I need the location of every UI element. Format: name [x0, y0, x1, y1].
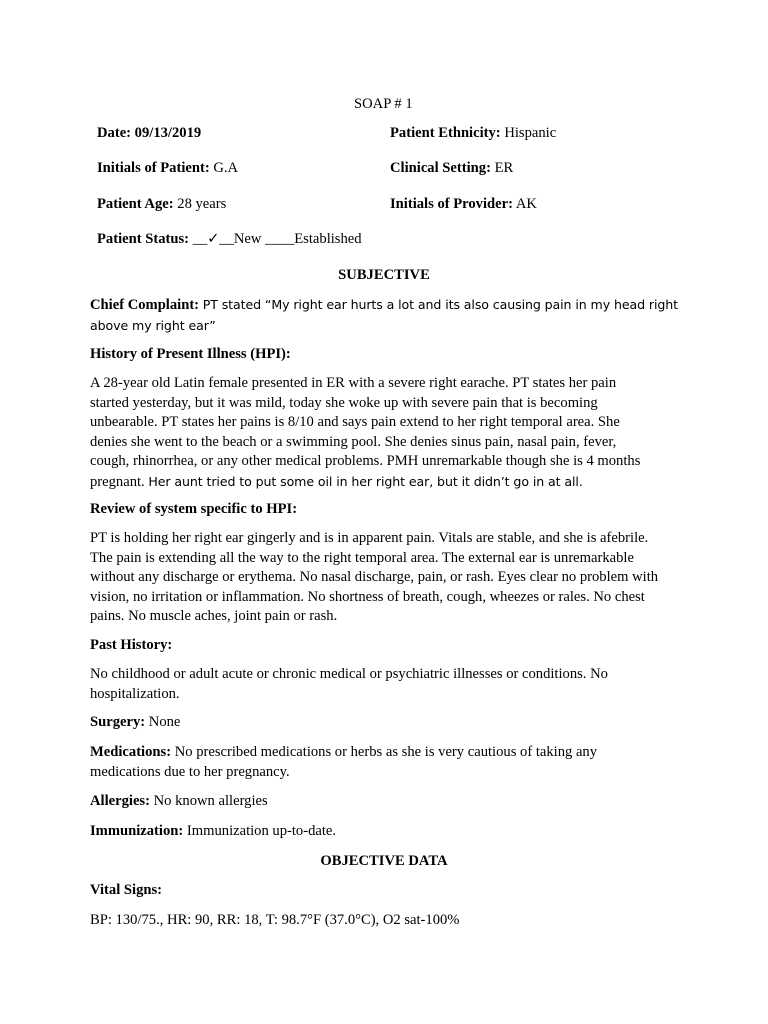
- allergies-label: Allergies:: [90, 793, 150, 809]
- hpi-line: unbearable. PT states her pains is 8/10 and says pain extend to her right temporal area. She: [90, 414, 620, 430]
- hpi-paragraph: [90, 374, 690, 492]
- chief-complaint-text: PT stated “My right ear hurts a lot and its also causing pain in my head right: [202, 297, 678, 312]
- surgery-label: Surgery:: [90, 714, 146, 730]
- past-history-heading-text: Past History:: [90, 637, 173, 653]
- patient-age-label: Patient Age:: [97, 196, 174, 212]
- hpi-heading-text: History of Present Illness (HPI):: [90, 346, 291, 362]
- patient-status-label: Patient Status:: [97, 231, 190, 247]
- ros-line: without any discharge or erythema. No nasal discharge, pain, or rash. Eyes clear no problem with: [90, 569, 659, 585]
- hpi-line: cough, rhinorrhea, or any other medical problems. PMH unremarkable though she is 4 months: [90, 453, 641, 469]
- immunization: [90, 822, 336, 842]
- past-history-heading: [90, 636, 172, 656]
- vital-signs-values: BP: 130/75., HR: 90, RR: 18, T: 98.7°F (37.0°C), O2 sat-100%: [90, 912, 460, 928]
- hpi-last-a: pregnant.: [90, 473, 145, 490]
- chief-complaint-label: Chief Complaint:: [90, 297, 200, 313]
- immunization-value: Immunization up-to-date.: [186, 823, 337, 839]
- past-history-line: No childhood or adult acute or chronic medical or psychiatric illnesses or conditions. No: [90, 666, 608, 682]
- hpi-line: denies she went to the beach or a swimming pool. She denies sinus pain, nasal pain, fever,: [90, 433, 617, 450]
- immunization-label: Immunization:: [90, 823, 184, 839]
- vital-signs-heading: [90, 881, 162, 901]
- medications-value-cont: medications due to her pregnancy.: [90, 763, 290, 780]
- past-history-line: hospitalization.: [90, 685, 180, 702]
- date-label: Date: 09/13/2019: [97, 125, 202, 141]
- vital-signs-heading-text: Vital Signs:: [90, 882, 163, 898]
- medications: [90, 743, 690, 782]
- clinical-setting: [390, 159, 513, 179]
- visit-date: [97, 124, 201, 144]
- surgery-value: None: [148, 714, 181, 730]
- chief-complaint-text-cont: above my right ear”: [90, 317, 216, 333]
- hpi-line: started yesterday, but it was mild, today she woke up with severe pain that is becoming: [90, 394, 598, 411]
- checkmark-icon: ✓: [207, 231, 220, 247]
- ros-line: pains. No muscle aches, joint pain or rash.: [90, 608, 338, 624]
- chief-complaint: [90, 295, 690, 336]
- status-blank: __: [192, 231, 208, 247]
- objective-heading: OBJECTIVE DATA: [320, 853, 448, 869]
- ros-paragraph: [90, 529, 690, 627]
- ethnicity-label: Patient Ethnicity:: [390, 125, 501, 141]
- patient-age: [97, 195, 226, 215]
- status-options: __New ____Established: [219, 231, 362, 247]
- medications-value: No prescribed medications or herbs as she is very cautious of taking any: [174, 744, 598, 760]
- provider-initials-value: AK: [515, 196, 537, 212]
- ethnicity-value: Hispanic: [504, 125, 557, 141]
- clinical-setting-value: ER: [494, 160, 514, 176]
- provider-initials: [390, 195, 537, 215]
- document-title: SOAP # 1: [354, 96, 413, 112]
- patient-status: [97, 230, 362, 250]
- medications-label: Medications:: [90, 744, 172, 760]
- provider-initials-label: Initials of Provider:: [390, 196, 513, 212]
- hpi-heading: [90, 345, 291, 365]
- ros-line: The pain is extending all the way to the right temporal area. The external ear is unremarkable: [90, 549, 634, 566]
- ros-line: PT is holding her right ear gingerly and is in apparent pain. Vitals are stable, and she is afebrile.: [90, 530, 649, 546]
- ros-heading-text: Review of system specific to HPI:: [90, 501, 298, 517]
- patient-initials: [97, 159, 238, 179]
- clinical-setting-label: Clinical Setting:: [390, 160, 491, 176]
- hpi-line: [90, 472, 690, 493]
- subjective-heading: SUBJECTIVE: [338, 267, 430, 283]
- allergies-value: No known allergies: [153, 793, 268, 809]
- hpi-line: A 28-year old Latin female presented in ER with a severe right earache. PT states her pain: [90, 375, 617, 391]
- patient-initials-label: Initials of Patient:: [97, 160, 210, 176]
- patient-age-value: 28 years: [177, 196, 227, 212]
- hpi-last-b: Her aunt tried to put some oil in her right ear, but it didn’t go in at all.: [148, 473, 583, 489]
- allergies: [90, 792, 268, 812]
- surgery: [90, 713, 180, 733]
- patient-initials-value: G.A: [213, 160, 239, 176]
- ros-heading: [90, 500, 297, 520]
- patient-ethnicity: [390, 124, 556, 144]
- ros-line: vision, no irritation or inflammation. No shortness of breath, cough, wheezes or rales. No chest: [90, 588, 645, 605]
- past-history-paragraph: [90, 665, 690, 704]
